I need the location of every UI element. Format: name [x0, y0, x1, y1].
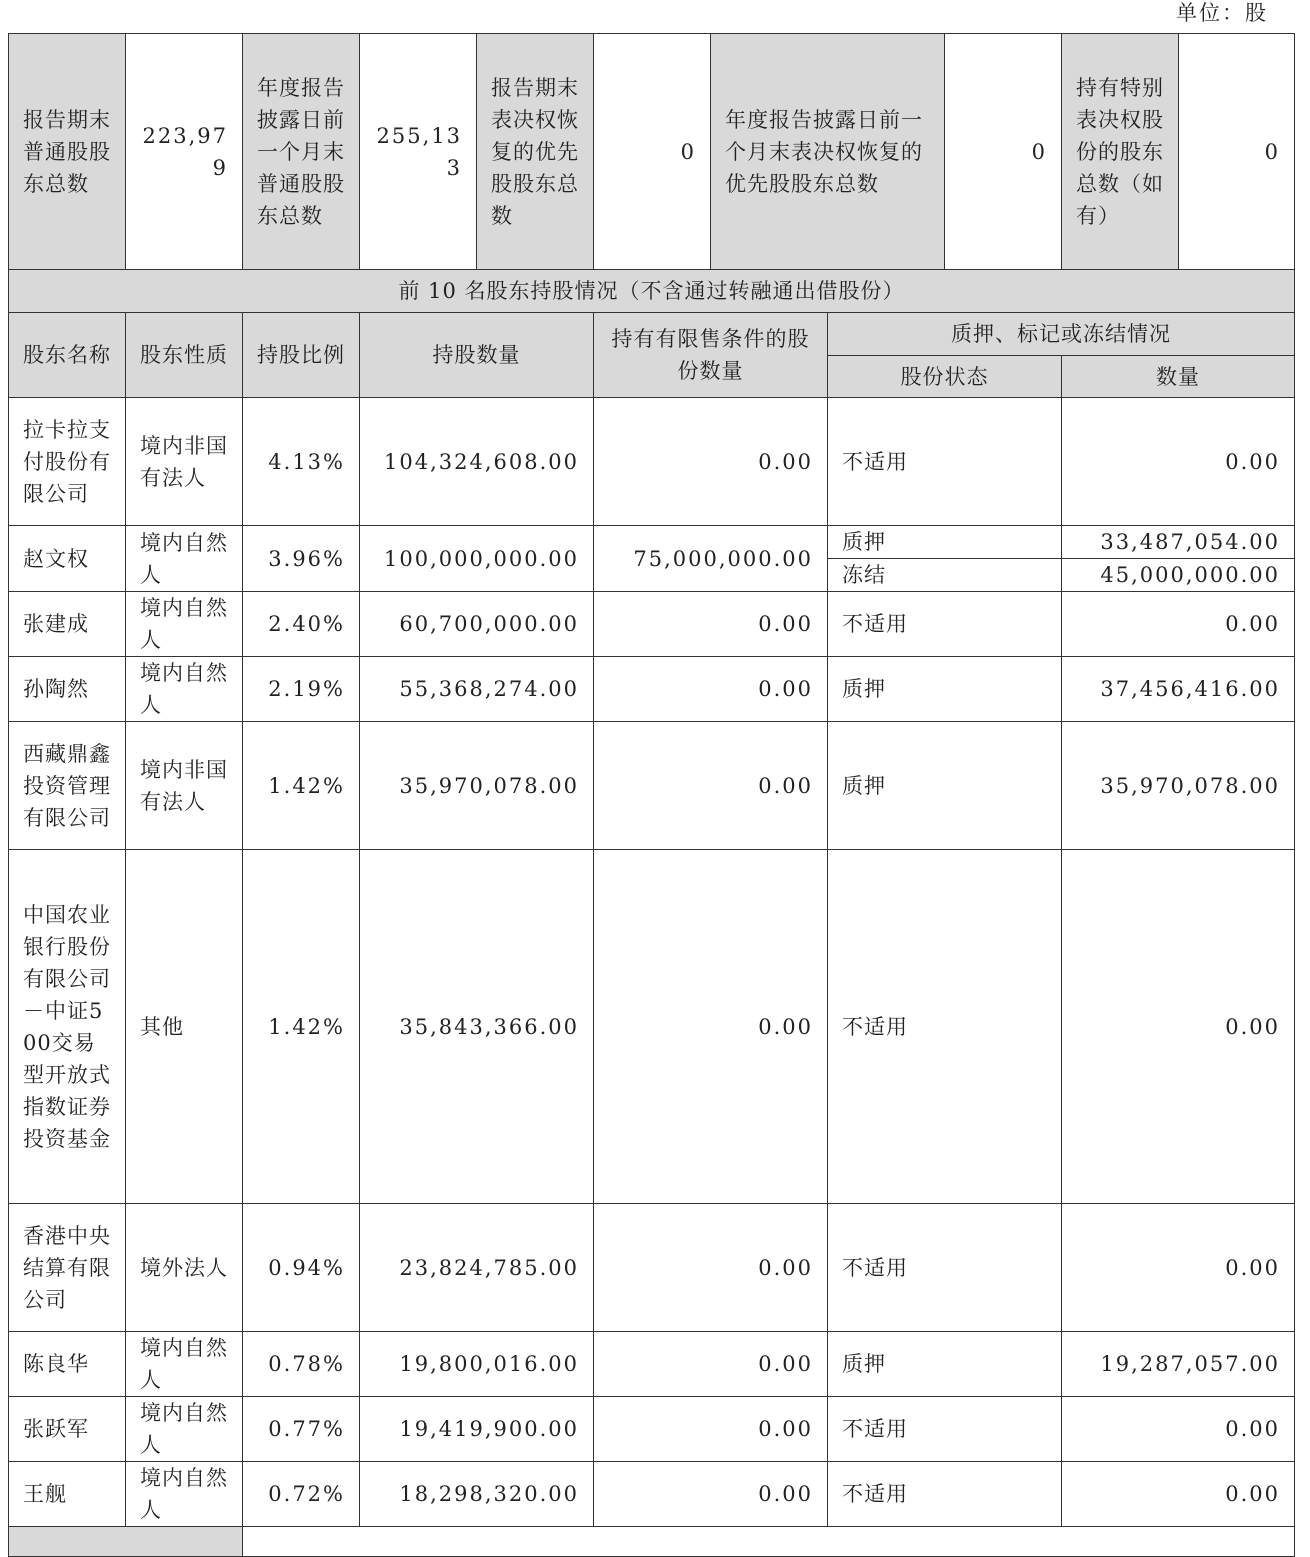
holder-nature: 境内非国有法人	[126, 722, 243, 850]
table-row	[9, 1204, 1295, 1332]
holder-restricted: 0.00	[594, 592, 828, 657]
holder-amount: 37,456,416.00	[1062, 657, 1295, 722]
header-nature: 股东性质	[126, 313, 243, 398]
summary-value-2: 255,133	[360, 34, 477, 270]
holder-nature: 境内自然人	[126, 1332, 243, 1397]
table-row	[9, 398, 1295, 526]
holder-restricted: 0.00	[594, 1462, 828, 1527]
holder-name: 拉卡拉支付股份有限公司	[9, 398, 126, 526]
summary-label-2: 年度报告披露日前一个月末普通股股东总数	[243, 34, 360, 270]
holder-quantity: 60,700,000.00	[360, 592, 594, 657]
holder-quantity: 100,000,000.00	[360, 526, 594, 592]
holder-quantity: 23,824,785.00	[360, 1204, 594, 1332]
holder-name: 孙陶然	[9, 657, 126, 722]
holder-name: 西藏鼎鑫投资管理有限公司	[9, 722, 126, 850]
holder-amount: 0.00	[1062, 1204, 1295, 1332]
header-row	[9, 313, 1295, 356]
holder-nature: 境内自然人	[126, 526, 243, 592]
holder-status: 不适用	[828, 592, 1062, 657]
holder-nature: 境内非国有法人	[126, 398, 243, 526]
holder-quantity: 35,843,366.00	[360, 850, 594, 1204]
holder-status: 质押	[828, 722, 1062, 850]
holder-name: 王舰	[9, 1462, 126, 1527]
holder-ratio: 1.42%	[243, 850, 360, 1204]
holder-amount: 35,970,078.00	[1062, 722, 1295, 850]
section-title: 前 10 名股东持股情况（不含通过转融通出借股份）	[9, 270, 1295, 313]
holder-ratio: 3.96%	[243, 526, 360, 592]
shareholder-table	[8, 33, 1295, 1557]
header-status: 股份状态	[828, 356, 1062, 398]
holder-name: 陈良华	[9, 1332, 126, 1397]
header-quantity: 持股数量	[360, 313, 594, 398]
holder-quantity: 19,419,900.00	[360, 1397, 594, 1462]
holder-nature: 其他	[126, 850, 243, 1204]
table-row	[9, 1397, 1295, 1462]
table-row	[9, 526, 1295, 559]
holder-quantity: 19,800,016.00	[360, 1332, 594, 1397]
holder-restricted: 0.00	[594, 1397, 828, 1462]
holder-status-2: 冻结	[828, 559, 1062, 592]
summary-value-3: 0	[594, 34, 711, 270]
holder-status: 不适用	[828, 1397, 1062, 1462]
table-row	[9, 722, 1295, 850]
summary-value-1: 223,979	[126, 34, 243, 270]
table-row-partial	[9, 1527, 1295, 1557]
header-name: 股东名称	[9, 313, 126, 398]
holder-name: 中国农业银行股份有限公司－中证500交易型开放式指数证券投资基金	[9, 850, 126, 1204]
holder-ratio: 0.72%	[243, 1462, 360, 1527]
holder-amount: 0.00	[1062, 850, 1295, 1204]
holder-status: 不适用	[828, 1462, 1062, 1527]
holder-restricted: 0.00	[594, 657, 828, 722]
table-row	[9, 1462, 1295, 1527]
holder-restricted: 0.00	[594, 1332, 828, 1397]
partial-cell	[243, 1527, 1295, 1557]
table-row	[9, 850, 1295, 1204]
summary-value-5: 0	[1179, 34, 1295, 270]
holder-ratio: 1.42%	[243, 722, 360, 850]
holder-ratio: 0.94%	[243, 1204, 360, 1332]
holder-restricted: 0.00	[594, 398, 828, 526]
header-restricted: 持有有限售条件的股份数量	[594, 313, 828, 398]
header-amount: 数量	[1062, 356, 1295, 398]
header-ratio: 持股比例	[243, 313, 360, 398]
holder-nature: 境内自然人	[126, 1462, 243, 1527]
holder-amount: 19,287,057.00	[1062, 1332, 1295, 1397]
holder-quantity: 104,324,608.00	[360, 398, 594, 526]
summary-label-1: 报告期末普通股股东总数	[9, 34, 126, 270]
holder-restricted: 0.00	[594, 1204, 828, 1332]
holder-restricted: 75,000,000.00	[594, 526, 828, 592]
holder-quantity: 18,298,320.00	[360, 1462, 594, 1527]
holder-restricted: 0.00	[594, 722, 828, 850]
summary-label-3: 报告期末表决权恢复的优先股股东总数	[477, 34, 594, 270]
partial-cell	[9, 1527, 243, 1557]
holder-ratio: 2.19%	[243, 657, 360, 722]
holder-nature: 境内自然人	[126, 657, 243, 722]
holder-name: 张跃军	[9, 1397, 126, 1462]
holder-status: 质押	[828, 526, 1062, 559]
summary-row	[9, 34, 1295, 270]
holder-ratio: 0.77%	[243, 1397, 360, 1462]
holder-amount-2: 45,000,000.00	[1062, 559, 1295, 592]
summary-value-4: 0	[945, 34, 1062, 270]
holder-status: 不适用	[828, 1204, 1062, 1332]
holder-status: 不适用	[828, 398, 1062, 526]
holder-ratio: 2.40%	[243, 592, 360, 657]
holder-nature: 境外法人	[126, 1204, 243, 1332]
holder-amount: 0.00	[1062, 1397, 1295, 1462]
holder-nature: 境内自然人	[126, 592, 243, 657]
holder-ratio: 4.13%	[243, 398, 360, 526]
holder-status: 质押	[828, 1332, 1062, 1397]
holder-name: 张建成	[9, 592, 126, 657]
holder-amount: 0.00	[1062, 1462, 1295, 1527]
table-row	[9, 592, 1295, 657]
holder-restricted: 0.00	[594, 850, 828, 1204]
holder-amount: 0.00	[1062, 398, 1295, 526]
unit-label: 单位：股	[1176, 1, 1268, 25]
table-row	[9, 1332, 1295, 1397]
holder-ratio: 0.78%	[243, 1332, 360, 1397]
summary-label-4: 年度报告披露日前一个月末表决权恢复的优先股股东总数	[711, 34, 945, 270]
holder-amount: 33,487,054.00	[1062, 526, 1295, 559]
table-row	[9, 657, 1295, 722]
holder-amount: 0.00	[1062, 592, 1295, 657]
header-pledge-group: 质押、标记或冻结情况	[828, 313, 1295, 356]
holder-quantity: 55,368,274.00	[360, 657, 594, 722]
holder-status: 不适用	[828, 850, 1062, 1204]
holder-quantity: 35,970,078.00	[360, 722, 594, 850]
holder-nature: 境内自然人	[126, 1397, 243, 1462]
holder-name: 赵文权	[9, 526, 126, 592]
holder-status: 质押	[828, 657, 1062, 722]
summary-label-5: 持有特别表决权股份的股东总数（如有）	[1062, 34, 1179, 270]
holder-name: 香港中央结算有限公司	[9, 1204, 126, 1332]
